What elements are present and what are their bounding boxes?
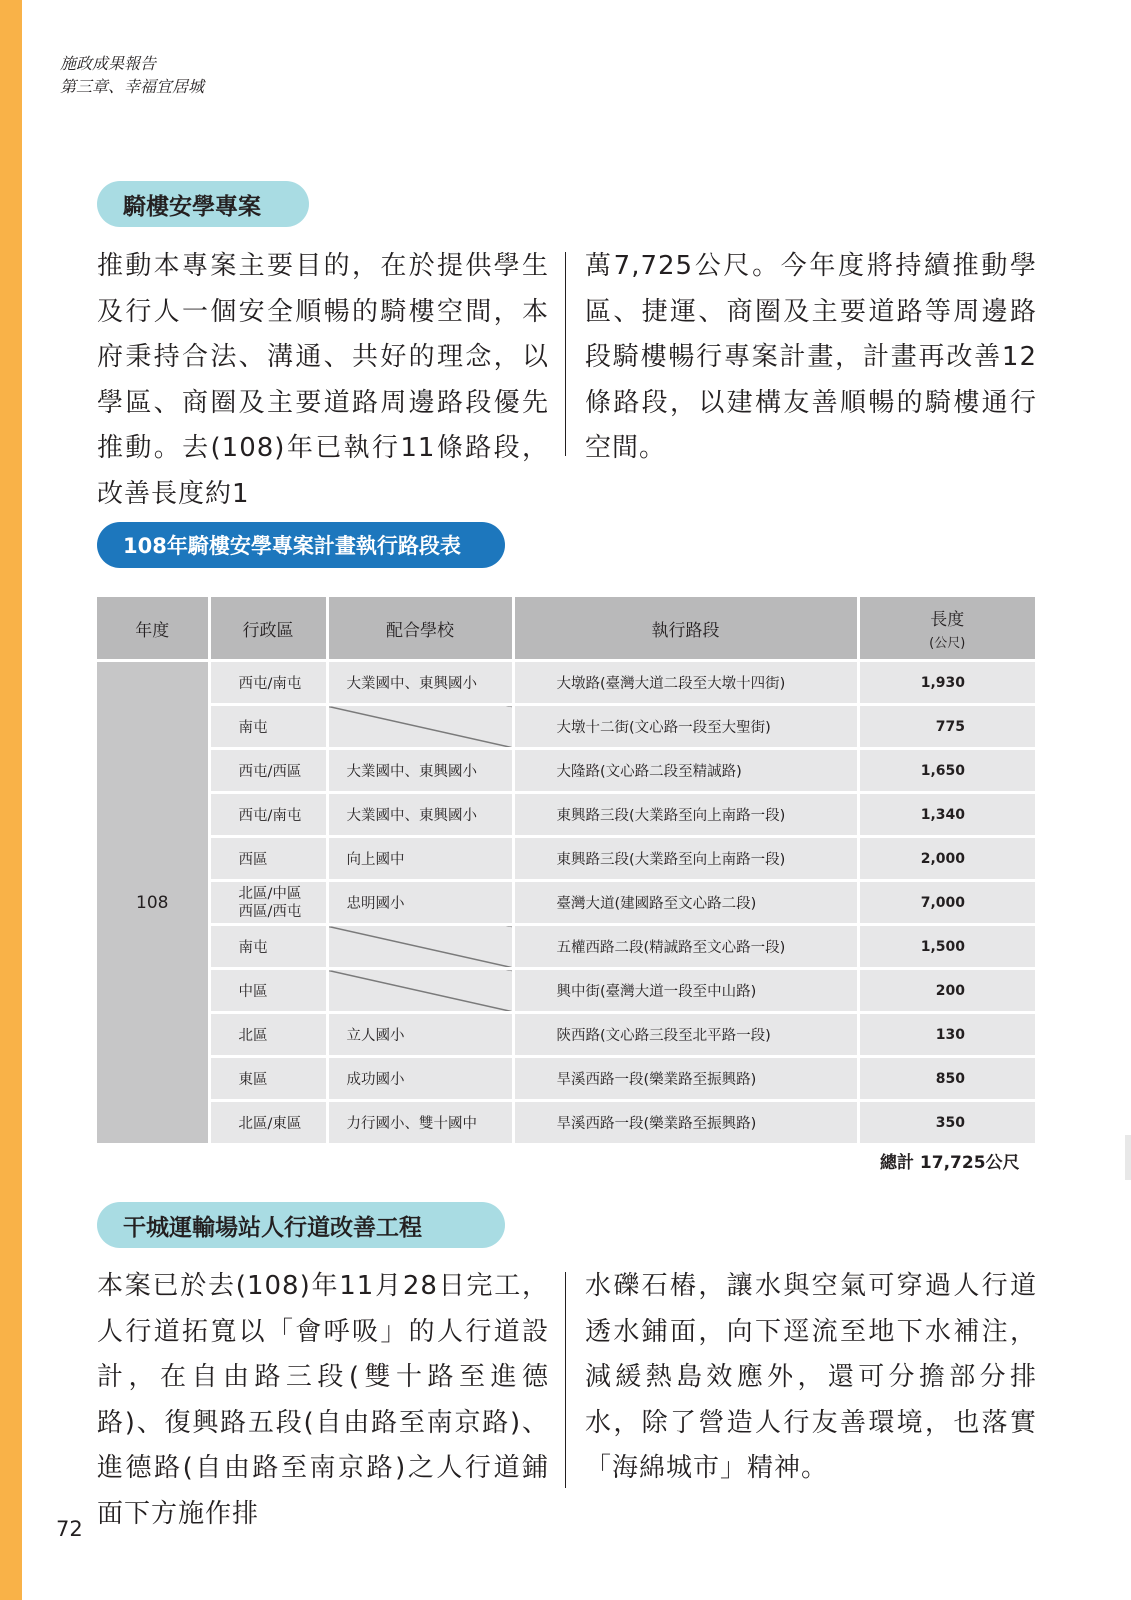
table-row [97, 793, 1035, 837]
header-year: 年度 [97, 597, 209, 661]
length-cell: 7,000 [858, 881, 1035, 925]
route-cell: 臺灣大道(建國路至文心路二段) [513, 881, 858, 925]
school-cell-empty [327, 969, 513, 1013]
header-length-unit: (公尺) [929, 636, 966, 651]
section2-left-column: 本案已於去(108)年11月28日完工，人行道拓寬以「會呼吸」的人行道設計，在自由路三段(雙十路至進德路)、復興路五段(自由路至南京路)、進德路(自由路至南京路)之人行道鋪面下方施作排 [97, 1271, 549, 1529]
route-cell: 興中街(臺灣大道一段至中山路) [513, 969, 858, 1013]
table-row [97, 925, 1035, 969]
section1-body [97, 244, 1037, 517]
school-cell: 大業國中、東興國小 [327, 793, 513, 837]
table-total: 總計 17,725公尺 [880, 1153, 1020, 1173]
length-cell: 2,000 [858, 837, 1035, 881]
route-cell: 旱溪西路一段(樂業路至振興路) [513, 1101, 858, 1144]
chapter-title: 第三章、幸福宜居城 [60, 77, 205, 96]
route-cell: 大隆路(文心路二段至精誠路) [513, 749, 858, 793]
district-cell: 北區 [209, 1013, 327, 1057]
district-cell: 南屯 [209, 705, 327, 749]
header-school: 配合學校 [327, 597, 513, 661]
year-cell: 108 [97, 661, 209, 1144]
running-header [60, 52, 204, 98]
page-edge-tab [1125, 1135, 1131, 1180]
section2-title: 干城運輸場站人行道改善工程 [97, 1202, 505, 1248]
page-number: 72 [56, 1517, 83, 1541]
district-cell-multiline [239, 885, 302, 921]
table-row [97, 837, 1035, 881]
length-cell: 1,340 [858, 793, 1035, 837]
table-row [97, 749, 1035, 793]
route-cell: 東興路三段(大業路至向上南路一段) [513, 793, 858, 837]
route-cell: 陝西路(文心路三段至北平路一段) [513, 1013, 858, 1057]
table-row [97, 705, 1035, 749]
district-cell: 西屯/南屯 [209, 661, 327, 705]
district-cell: 北區/東區 [209, 1101, 327, 1144]
district-line-1: 北區/中區 [238, 885, 302, 902]
page-edge-bar [0, 0, 22, 1600]
section1-column-divider [565, 252, 566, 456]
table-row [97, 661, 1035, 705]
table-header-row [97, 597, 1035, 661]
section1-right-column: 萬7,725公尺。今年度將持續推動學區、捷運、商圈及主要道路等周邊路段騎樓暢行專案計畫，計畫再改善12條路段，以建構友善順暢的騎樓通行空間。 [585, 251, 1037, 463]
district-cell [209, 881, 327, 925]
district-cell: 中區 [209, 969, 327, 1013]
length-cell: 1,500 [858, 925, 1035, 969]
school-cell: 向上國中 [327, 837, 513, 881]
table-row [97, 881, 1035, 925]
route-cell: 大墩路(臺灣大道二段至大墩十四街) [513, 661, 858, 705]
district-cell: 南屯 [209, 925, 327, 969]
school-cell: 成功國小 [327, 1057, 513, 1101]
length-cell: 1,650 [858, 749, 1035, 793]
length-cell: 350 [858, 1101, 1035, 1144]
section1-title: 騎樓安學專案 [97, 181, 309, 227]
section2-right-column: 水礫石樁，讓水與空氣可穿過人行道透水鋪面，向下逕流至地下水補注，減緩熱島效應外，還可分擔部分排水，除了營造人行友善環境，也落實「海綿城市」精神。 [585, 1271, 1037, 1483]
header-route: 執行路段 [513, 597, 858, 661]
table-row [97, 969, 1035, 1013]
district-line-2: 西區/西屯 [238, 903, 302, 920]
table-row [97, 1013, 1035, 1057]
header-district: 行政區 [209, 597, 327, 661]
header-length-label: 長度 [930, 610, 965, 630]
road-segment-table [97, 597, 1035, 1143]
report-title: 施政成果報告 [60, 54, 157, 73]
length-cell: 850 [858, 1057, 1035, 1101]
route-cell: 旱溪西路一段(樂業路至振興路) [513, 1057, 858, 1101]
district-cell: 西區 [209, 837, 327, 881]
section2-body [97, 1264, 1037, 1537]
length-cell: 775 [858, 705, 1035, 749]
length-cell: 200 [858, 969, 1035, 1013]
school-cell: 大業國中、東興國小 [327, 661, 513, 705]
length-cell: 1,930 [858, 661, 1035, 705]
school-cell: 忠明國小 [327, 881, 513, 925]
school-cell-empty [327, 705, 513, 749]
length-cell: 130 [858, 1013, 1035, 1057]
table-row [97, 1057, 1035, 1101]
school-cell-empty [327, 925, 513, 969]
section2-column-divider [565, 1272, 566, 1488]
route-cell: 東興路三段(大業路至向上南路一段) [513, 837, 858, 881]
table-title: 108年騎樓安學專案計畫執行路段表 [97, 522, 505, 568]
table-row [97, 1101, 1035, 1144]
header-length [858, 597, 1035, 661]
district-cell: 西屯/南屯 [209, 793, 327, 837]
school-cell: 立人國小 [327, 1013, 513, 1057]
route-cell: 大墩十二街(文心路一段至大聖街) [513, 705, 858, 749]
school-cell: 力行國小、雙十國中 [327, 1101, 513, 1144]
district-cell: 西屯/西區 [209, 749, 327, 793]
school-cell: 大業國中、東興國小 [327, 749, 513, 793]
district-cell: 東區 [209, 1057, 327, 1101]
section1-left-column: 推動本專案主要目的，在於提供學生及行人一個安全順暢的騎樓空間，本府秉持合法、溝通、共好的理念，以學區、商圈及主要道路周邊路段優先推動。去(108)年已執行11條路段，改善長度約1 [97, 251, 549, 509]
route-cell: 五權西路二段(精誠路至文心路一段) [513, 925, 858, 969]
